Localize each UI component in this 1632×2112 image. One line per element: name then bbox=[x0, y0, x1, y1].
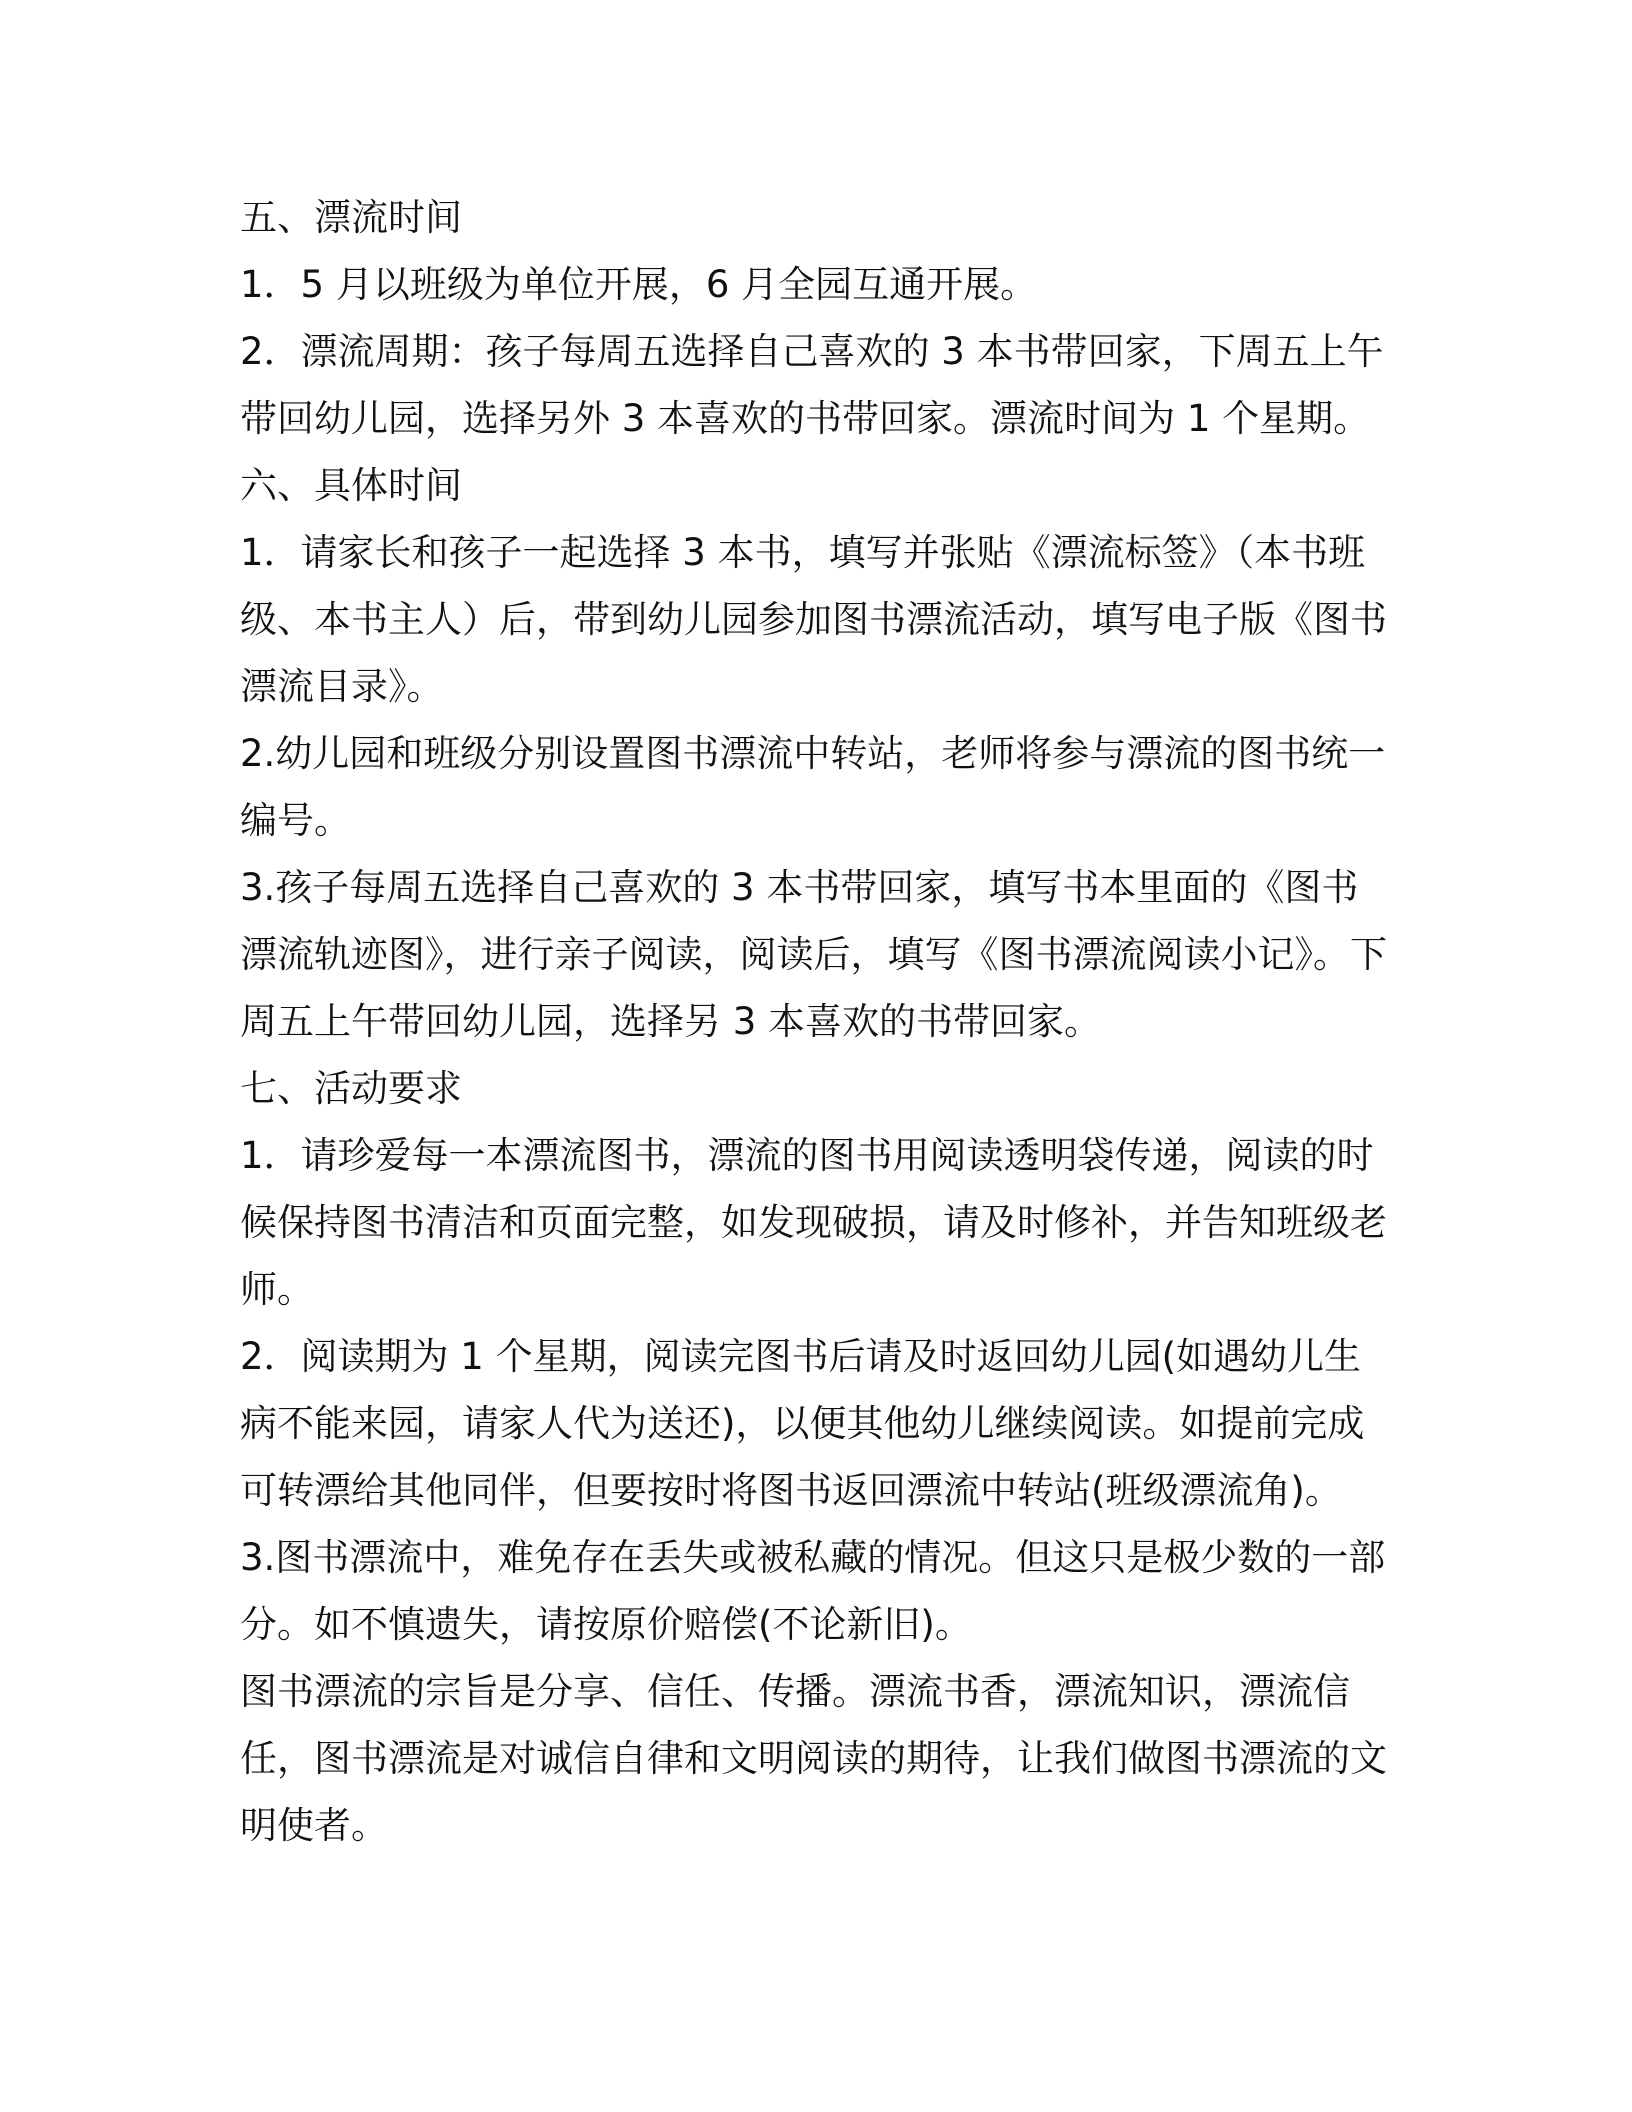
paragraph-float-time-1: 1．5 月以班级为单位开展，6 月全园互通开展。 bbox=[240, 263, 1038, 306]
paragraph-requirements-1: 1．请珍爱每一本漂流图书，漂流的图书用阅读透明袋传递，阅读的时候保持图书清洁和页面完整，如发现破损，请及时修补，并告知班级老师。 bbox=[240, 1134, 1387, 1311]
paragraph-requirements-2: 2．阅读期为 1 个星期，阅读完图书后请及时返回幼儿园(如遇幼儿生病不能来园，请家人代为送还)，以便其他幼儿继续阅读。如提前完成可转漂给其他同伴，但要按时将图书返回漂流中转站(班级漂流角)。 bbox=[240, 1335, 1365, 1512]
document-body bbox=[240, 184, 1390, 1859]
paragraph-specific-time-2: 2.幼儿园和班级分别设置图书漂流中转站，老师将参与漂流的图书统一编号。 bbox=[240, 732, 1386, 842]
closing-paragraph: 图书漂流的宗旨是分享、信任、传播。漂流书香，漂流知识，漂流信任，图书漂流是对诚信自律和文明阅读的期待，让我们做图书漂流的文明使者。 bbox=[240, 1670, 1387, 1847]
section-heading-requirements: 七、活动要求 bbox=[240, 1067, 462, 1110]
paragraph-float-time-2: 2．漂流周期：孩子每周五选择自己喜欢的 3 本书带回家，下周五上午带回幼儿园，选择另外 3 本喜欢的书带回家。漂流时间为 1 个星期。 bbox=[240, 330, 1384, 440]
section-heading-specific-time: 六、具体时间 bbox=[240, 464, 462, 507]
paragraph-specific-time-3: 3.孩子每周五选择自己喜欢的 3 本书带回家，填写书本里面的《图书漂流轨迹图》，进行亲子阅读，阅读后，填写《图书漂流阅读小记》。下周五上午带回幼儿园，选择另 3 本喜欢的书带回家。 bbox=[240, 866, 1387, 1043]
paragraph-specific-time-1: 1．请家长和孩子一起选择 3 本书，填写并张贴《漂流标签》（本书班级、本书主人）后，带到幼儿园参加图书漂流活动，填写电子版《图书漂流目录》。 bbox=[240, 531, 1387, 708]
section-heading-float-time: 五、漂流时间 bbox=[240, 196, 462, 239]
paragraph-requirements-3: 3.图书漂流中，难免存在丢失或被私藏的情况。但这只是极少数的一部分。如不慎遗失，请按原价赔偿(不论新旧)。 bbox=[240, 1536, 1386, 1646]
